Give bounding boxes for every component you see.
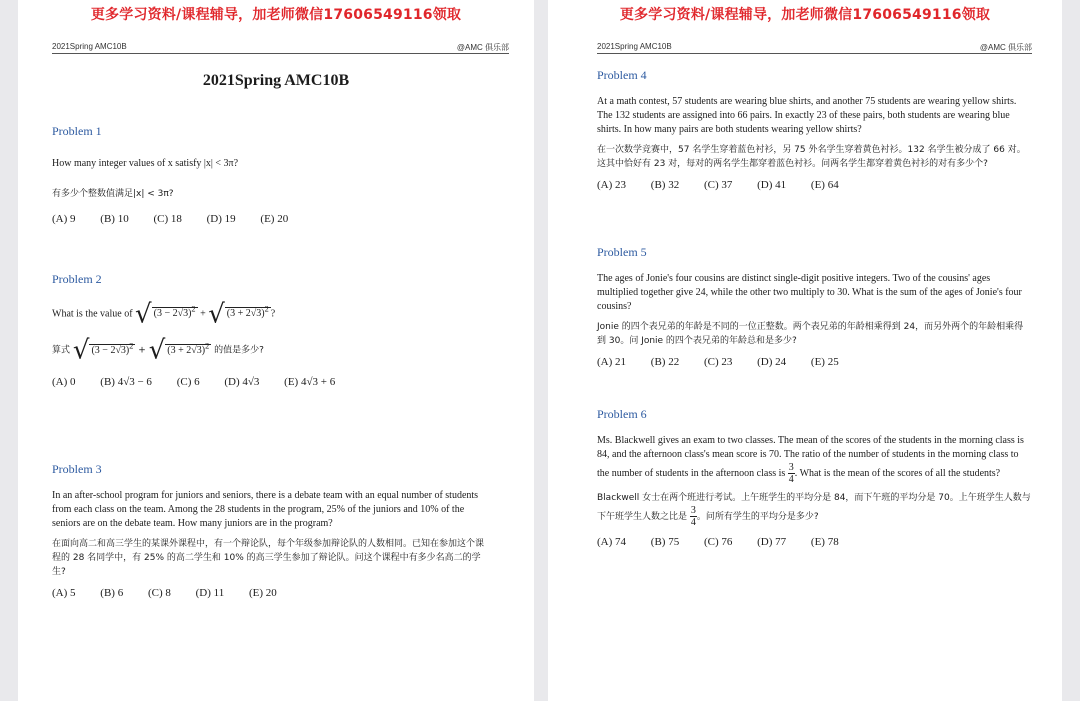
running-header-right: @AMC 俱乐部	[456, 43, 509, 52]
choice-e: (E) 25	[810, 356, 839, 368]
choice-d: (D) 19	[206, 213, 236, 225]
problem-title: Problem 2	[52, 272, 102, 286]
choice-c: (C) 37	[703, 179, 733, 191]
fraction-numerator: 3	[690, 505, 696, 516]
fraction-numerator: 3	[788, 462, 794, 473]
header-rule	[597, 53, 1032, 54]
choice-a: (A) 5	[52, 587, 76, 599]
choice-d: (D) 41	[757, 179, 787, 191]
choice-a: (A) 21	[597, 356, 627, 368]
ratio-fraction	[788, 462, 795, 485]
problem-3	[52, 462, 492, 599]
problem-text-part-a: Blackwell 女士在两个班进行考试。上午班学生的平均分是 84，而下午班的平均分是 70。上午班学生人数与下午班学生人数之比是	[597, 493, 1031, 522]
choice-a: (A) 74	[597, 536, 627, 548]
choice-c: (C) 76	[703, 536, 733, 548]
answer-choices	[597, 536, 1031, 548]
fraction-denominator: 4	[788, 474, 794, 485]
problem-text-en: How many integer values of x satisfy |x| < 3π?	[52, 158, 239, 169]
promo-banner: 更多学习资料/课程辅导，加老师微信17606549116领取	[619, 7, 991, 23]
problem-text-en: At a math contest, 57 students are wearing blue shirts, and another 75 students are wearing yellow shirts. The 132 students are assigned into 66 pairs. In exactly 23 of these pairs, both students are wearing blue shirts. In how many pairs are both students wearing yellow shirts?	[597, 96, 1017, 135]
problem-text-en: In an after-school program for juniors and seniors, there is a debate team with an equal number of students from each class on the team. Among the 28 students in the program, 25% of the juniors and 10% of the seniors are on the debate team. How many juniors are in the program?	[52, 490, 479, 529]
choice-e: (E) 64	[810, 179, 839, 191]
choice-b: (B) 6	[100, 587, 124, 599]
promo-banner: 更多学习资料/课程辅导，加老师微信17606549116领取	[90, 7, 462, 23]
problem-title: Problem 6	[597, 407, 647, 421]
problem-6	[597, 407, 1031, 548]
answer-choices	[52, 587, 492, 599]
problem-title: Problem 1	[52, 124, 102, 138]
choice-b: (B) 22	[650, 356, 680, 368]
choice-b: (B) 32	[650, 179, 680, 191]
problem-title: Problem 5	[597, 245, 647, 259]
problem-text-zh	[597, 491, 1031, 528]
choice-b: (B) 75	[650, 536, 680, 548]
problem-5	[597, 245, 1031, 368]
problem-text-en: The ages of Jonie's four cousins are distinct single-digit positive integers. Two of the cousins' ages multiplied together give 24, while the other two multiply to 30. What is the sum of the ages of Jonie's four cousins?	[597, 273, 1022, 312]
problem-1	[52, 124, 492, 225]
problem-text-prefix: What is the value of	[52, 308, 133, 320]
choice-d: (D) 11	[195, 587, 225, 599]
problem-text-part-b: 。问所有学生的平均分是多少?	[696, 512, 819, 522]
problem-text-suffix: 的值是多少?	[214, 345, 264, 356]
choice-d: (D) 77	[757, 536, 787, 548]
problem-text-part-a: Ms. Blackwell gives an exam to two classes. The mean of the scores of the students in the morning class is 84, and the afternoon class's mean score is 70. The ratio of the number of students in the morning class to the number of students in the afternoon class is	[597, 435, 1024, 479]
header-rule	[52, 53, 509, 54]
problem-text-zh: 在一次数学竞赛中，57 名学生穿着蓝色衬衫，另 75 外名学生穿着黄色衬衫。132 名学生被分成了 66 对。这其中恰好有 23 对，每对的两名学生都穿着蓝色衬衫。问两名学生都穿着黄色衬衫的对有多少个?	[597, 145, 1026, 169]
answer-choices	[597, 179, 1031, 191]
problem-title: Problem 3	[52, 462, 102, 476]
choice-c: (C) 23	[703, 356, 733, 368]
fraction-denominator: 4	[690, 517, 696, 528]
choice-e: (E) 4√3 + 6	[284, 375, 336, 388]
problem-text-prefix: 算式	[52, 345, 71, 356]
choice-e: (E) 20	[249, 587, 277, 599]
problem-text-en: What is the value of √ $(3 - 2√3)^2$ + √ $(3 + 2√3)^2$ ?	[52, 299, 276, 330]
answer-choices	[52, 376, 492, 388]
choice-a: (A) 9	[52, 213, 76, 225]
problem-4	[597, 68, 1031, 191]
choice-d: (D) 24	[757, 356, 787, 368]
problem-title: Problem 4	[597, 68, 647, 82]
problem-text-zh: Jonie 的四个表兄弟的年龄是不同的一位正整数。两个表兄弟的年龄相乘得到 24，而另外两个的年龄相乘得到 30。问 Jonie 的四个表兄弟的年龄总和是多少?	[597, 322, 1024, 346]
running-header-right: @AMC 俱乐部	[979, 43, 1032, 52]
choice-c: (C) 6	[176, 375, 200, 388]
right-page	[548, 0, 1062, 701]
running-header-left: 2021Spring AMC10B	[597, 42, 672, 51]
problem-text-part-b: . What is the mean of the scores of all the students?	[794, 467, 1001, 479]
choice-e: (E) 78	[810, 536, 839, 548]
choice-d: (D) 4√3	[224, 375, 260, 388]
running-header-left: 2021Spring AMC10B	[52, 42, 127, 51]
choice-a: (A) 0	[52, 375, 76, 388]
choice-e: (E) 20	[260, 213, 289, 225]
answer-choices	[597, 356, 1031, 368]
problem-2	[52, 272, 492, 388]
problem-text-zh: 算式 √ $(3 - 2√3)^2$ + √ $(3 + 2√3)^2$ 的值是多少?	[52, 335, 264, 366]
choice-a: (A) 23	[597, 179, 627, 191]
choice-b: (B) 10	[100, 213, 129, 225]
choice-c: (C) 18	[153, 213, 182, 225]
choice-c: (C) 8	[147, 587, 171, 599]
choice-b: (B) 4√3 − 6	[100, 375, 152, 388]
left-page	[18, 0, 534, 701]
problem-text-zh: 有多少个整数值满足|x| < 3π?	[52, 189, 174, 199]
ratio-fraction	[690, 505, 697, 528]
problem-text-zh: 在面向高二和高三学生的某课外课程中，有一个辩论队，每个年级参加辩论队的人数相同。已知在参加这个课程的 28 名同学中，有 25% 的高二学生和 10% 的高三学生参加了辩论队。问这个课程中有多少名高二的学生?	[52, 539, 485, 577]
problem-text-en	[597, 434, 1031, 485]
answer-choices	[52, 213, 492, 225]
document-title: 2021Spring AMC10B	[202, 72, 350, 89]
